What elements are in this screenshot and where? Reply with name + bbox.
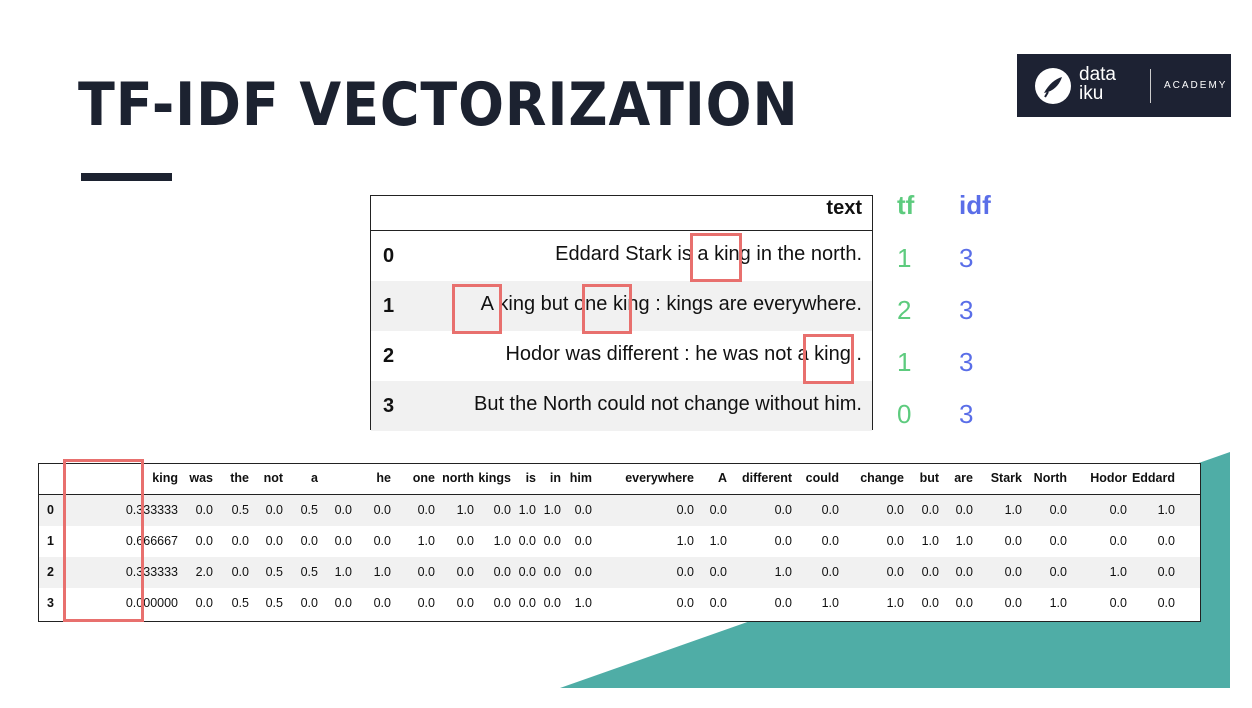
matrix-cell: 0.0 <box>195 596 213 610</box>
text-segment: A <box>480 293 499 315</box>
matrix-row <box>39 557 1200 588</box>
matrix-cell: 0.0 <box>231 534 249 548</box>
matrix-cell: 0.0 <box>417 503 435 517</box>
matrix-cell: 0.333333 <box>125 565 178 579</box>
matrix-cell: 0.0 <box>955 565 973 579</box>
matrix-cell: 0.5 <box>265 596 283 610</box>
matrix-cell: 1.0 <box>1004 503 1022 517</box>
matrix-cell: 0.0 <box>543 534 561 548</box>
matrix-cell: 0.0 <box>300 596 318 610</box>
matrix-column-header: but <box>919 471 939 485</box>
text-segment: . <box>850 343 862 365</box>
matrix-cell: 0.0 <box>1049 534 1067 548</box>
matrix-cell: 0.0 <box>334 596 352 610</box>
matrix-cell: 0.0 <box>265 503 283 517</box>
matrix-cell: 0.0 <box>195 503 213 517</box>
king-highlight-box <box>452 284 502 334</box>
matrix-column-header: kings <box>478 471 511 485</box>
matrix-cell: 0.0 <box>518 596 536 610</box>
matrix-cell: 0.5 <box>300 503 318 517</box>
matrix-row <box>39 588 1200 619</box>
matrix-row-index: 3 <box>47 596 54 610</box>
matrix-cell: 0.5 <box>231 503 249 517</box>
matrix-cell: 0.0 <box>774 596 792 610</box>
king-highlight-box <box>803 334 854 384</box>
matrix-cell: 1.0 <box>1157 503 1175 517</box>
matrix-cell: 0.0 <box>195 534 213 548</box>
matrix-cell: 0.0 <box>1109 503 1127 517</box>
tfidf-matrix-table <box>38 463 1201 622</box>
matrix-cell: 0.5 <box>300 565 318 579</box>
matrix-cell: 0.0 <box>518 534 536 548</box>
matrix-cell: 1.0 <box>493 534 511 548</box>
matrix-cell: 1.0 <box>373 565 391 579</box>
matrix-cell: 1.0 <box>676 534 694 548</box>
matrix-cell: 0.0 <box>886 565 904 579</box>
matrix-column-header: was <box>189 471 213 485</box>
logo-line1: data <box>1079 64 1116 85</box>
matrix-cell: 1.0 <box>1109 565 1127 579</box>
king-word: king <box>714 243 751 265</box>
matrix-cell: 0.0 <box>493 565 511 579</box>
matrix-cell: 0.0 <box>417 596 435 610</box>
matrix-row-index: 1 <box>47 534 54 548</box>
matrix-cell: 0.0 <box>821 565 839 579</box>
matrix-cell: 0.0 <box>265 534 283 548</box>
matrix-cell: 1.0 <box>518 503 536 517</box>
matrix-cell: 0.0 <box>676 565 694 579</box>
matrix-cell: 0.0 <box>1157 565 1175 579</box>
text-row <box>371 381 872 431</box>
text-column-header: text <box>826 197 862 219</box>
matrix-row-index: 0 <box>47 503 54 517</box>
matrix-cell: 0.000000 <box>125 596 178 610</box>
matrix-cell: 0.0 <box>709 565 727 579</box>
matrix-cell: 0.0 <box>955 596 973 610</box>
matrix-cell: 0.0 <box>921 503 939 517</box>
row-text <box>481 293 862 316</box>
matrix-cell: 1.0 <box>574 596 592 610</box>
matrix-column-header: are <box>954 471 973 485</box>
matrix-header-row <box>39 464 1200 495</box>
idf-value: 3 <box>959 399 974 429</box>
matrix-cell: 1.0 <box>886 596 904 610</box>
logo-line2: iku <box>1079 83 1104 104</box>
row-index: 1 <box>383 295 395 317</box>
matrix-cell: 0.333333 <box>125 503 178 517</box>
text-row <box>371 231 872 281</box>
matrix-cell: 0.0 <box>821 534 839 548</box>
matrix-cell: 0.0 <box>774 503 792 517</box>
matrix-cell: 0.0 <box>456 596 474 610</box>
matrix-cell: 0.0 <box>1049 565 1067 579</box>
title-underline <box>81 173 172 181</box>
row-index: 0 <box>383 245 395 267</box>
matrix-cell: 0.0 <box>886 534 904 548</box>
matrix-column-header: he <box>376 471 391 485</box>
matrix-column-header: him <box>569 471 592 485</box>
matrix-column-header: A <box>717 471 727 485</box>
matrix-cell: 0.0 <box>1157 596 1175 610</box>
matrix-cell: 0.0 <box>334 534 352 548</box>
matrix-cell: 0.0 <box>373 596 391 610</box>
text-segment: but one <box>535 293 613 315</box>
matrix-cell: 0.0 <box>676 596 694 610</box>
matrix-cell: 0.0 <box>886 503 904 517</box>
row-text <box>474 393 862 416</box>
text-table-header <box>371 196 872 231</box>
matrix-cell: 0.0 <box>709 503 727 517</box>
text-segment: : kings are everywhere. <box>649 293 862 315</box>
tf-header: tf <box>897 190 915 220</box>
matrix-cell: 1.0 <box>774 565 792 579</box>
matrix-cell: 0.0 <box>574 565 592 579</box>
matrix-cell: 2.0 <box>195 565 213 579</box>
matrix-column-header: the <box>230 471 249 485</box>
text-segment: in the north. <box>750 243 862 265</box>
matrix-column-header: in <box>549 471 561 485</box>
logo-brand-text <box>1079 65 1116 103</box>
matrix-cell: 0.0 <box>709 596 727 610</box>
matrix-cell: 0.0 <box>456 565 474 579</box>
matrix-cell: 0.666667 <box>125 534 178 548</box>
matrix-cell: 0.0 <box>676 503 694 517</box>
matrix-cell: 0.0 <box>543 565 561 579</box>
matrix-cell: 1.0 <box>543 503 561 517</box>
matrix-row <box>39 495 1200 526</box>
page-title: TF-IDF VECTORIZATION <box>78 70 799 140</box>
matrix-cell: 1.0 <box>955 534 973 548</box>
matrix-cell: 0.0 <box>373 503 391 517</box>
king-highlight-box <box>582 284 632 334</box>
matrix-cell: 1.0 <box>921 534 939 548</box>
matrix-cell: 0.0 <box>574 534 592 548</box>
matrix-column-header: not <box>263 471 283 485</box>
matrix-cell: 1.0 <box>417 534 435 548</box>
text-segment: Eddard Stark is a <box>555 243 715 265</box>
matrix-cell: 0.0 <box>373 534 391 548</box>
matrix-cell: 0.0 <box>231 565 249 579</box>
tf-value: 1 <box>897 347 912 377</box>
matrix-cell: 1.0 <box>821 596 839 610</box>
text-segment: But the North could not change without him. <box>473 393 862 415</box>
king-word: king <box>814 343 851 365</box>
matrix-cell: 1.0 <box>334 565 352 579</box>
row-index: 3 <box>383 395 395 417</box>
matrix-cell: 0.0 <box>1109 534 1127 548</box>
matrix-column-header: change <box>860 471 904 485</box>
logo-divider <box>1150 69 1151 103</box>
matrix-cell: 0.0 <box>543 596 561 610</box>
matrix-column-header: north <box>442 471 474 485</box>
matrix-cell: 1.0 <box>709 534 727 548</box>
matrix-column-header: a <box>311 471 318 485</box>
matrix-cell: 0.0 <box>1157 534 1175 548</box>
matrix-cell: 0.0 <box>1004 534 1022 548</box>
matrix-row-index: 2 <box>47 565 54 579</box>
matrix-column-header: Stark <box>990 471 1022 485</box>
matrix-cell: 0.0 <box>921 596 939 610</box>
matrix-cell: 0.0 <box>1109 596 1127 610</box>
matrix-cell: 0.0 <box>417 565 435 579</box>
idf-value: 3 <box>959 347 974 377</box>
matrix-cell: 1.0 <box>1049 596 1067 610</box>
king-word: king <box>612 293 650 315</box>
matrix-cell: 0.0 <box>493 596 511 610</box>
matrix-cell: 0.5 <box>265 565 283 579</box>
matrix-cell: 0.0 <box>493 503 511 517</box>
matrix-cell: 0.0 <box>821 503 839 517</box>
idf-value: 3 <box>959 295 974 325</box>
matrix-cell: 0.0 <box>1049 503 1067 517</box>
tf-value: 0 <box>897 399 912 429</box>
king-highlight-box <box>690 233 742 282</box>
matrix-column-header: is <box>525 471 536 485</box>
matrix-cell: 0.0 <box>1004 565 1022 579</box>
idf-value: 3 <box>959 243 974 273</box>
text-row <box>371 331 872 381</box>
matrix-cell: 1.0 <box>456 503 474 517</box>
matrix-column-header: one <box>412 471 435 485</box>
matrix-cell: 0.0 <box>774 534 792 548</box>
dataiku-academy-logo <box>1017 54 1231 117</box>
matrix-row <box>39 526 1200 557</box>
text-segment: Hodor was different : he was not a <box>505 343 815 365</box>
matrix-cell: 0.0 <box>518 565 536 579</box>
matrix-column-header: different <box>742 471 792 485</box>
row-index: 2 <box>383 345 395 367</box>
matrix-cell: 0.0 <box>574 503 592 517</box>
matrix-column-header: Eddard <box>1131 471 1175 485</box>
matrix-cell: 0.0 <box>334 503 352 517</box>
matrix-cell: 0.0 <box>456 534 474 548</box>
idf-header: idf <box>959 190 991 220</box>
matrix-cell: 0.0 <box>955 503 973 517</box>
matrix-cell: 0.0 <box>1004 596 1022 610</box>
matrix-column-header: Hodor <box>1090 471 1127 485</box>
logo-academy-text: ACADEMY <box>1164 80 1228 91</box>
bird-icon <box>1035 68 1071 104</box>
matrix-column-header: could <box>805 471 839 485</box>
matrix-cell: 0.0 <box>921 565 939 579</box>
tf-value: 1 <box>897 243 912 273</box>
matrix-column-header: North <box>1033 471 1067 485</box>
matrix-column-header: king <box>152 471 178 485</box>
matrix-cell: 0.0 <box>300 534 318 548</box>
king-column-highlight <box>63 459 144 622</box>
tf-value: 2 <box>897 295 912 325</box>
matrix-cell: 0.5 <box>231 596 249 610</box>
king-word: king <box>498 293 536 315</box>
matrix-column-header: everywhere <box>625 471 694 485</box>
